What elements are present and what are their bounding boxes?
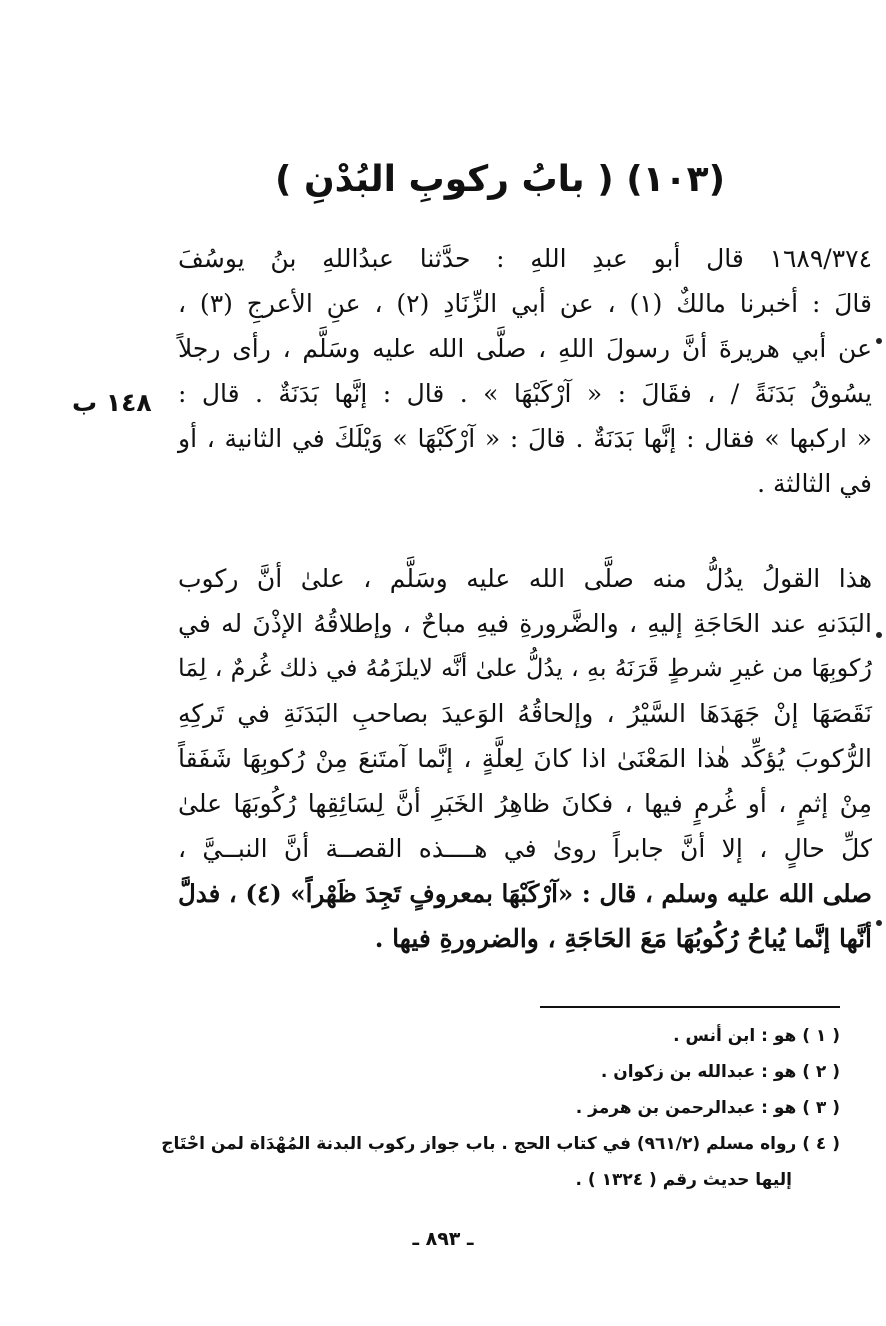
- commentary-line: مِنْ إثمٍ ، أو غُرمٍ فيها ، فكانَ ظاهِرُ الخَبَرِ أنَّ لِسَائِقِها رُكُوبَهَا علىٰ: [178, 789, 872, 818]
- chapter-title: (١٠٣) ( بابُ ركوبِ البُدْنِ ): [274, 159, 726, 200]
- footnotes: [160, 1018, 840, 1198]
- commentary-line: صلى الله عليه وسلم ، قال : «آرْكَبْهَا بمعروفٍ تَجِدَ ظَهْراً» (٤) ، فدلَّ: [178, 879, 872, 908]
- commentary-line: رُكوبِهَا من غيرِ شرطٍ قَرَنَهُ بهِ ، يدُلُّ علىٰ أنَّه لايلزَمُهُ في ذلك غُرمٌ ، لِمَا: [178, 654, 872, 682]
- margin-dot: [876, 338, 882, 344]
- footnote-continuation: إليها حديث رقم ( ١٣٢٤ ) .: [575, 1170, 792, 1190]
- footnote-divider: [540, 1006, 840, 1008]
- page-number: ـ ٨٩٣ ـ: [412, 1228, 474, 1250]
- commentary-line: نَقَصَهَا إنْ جَهَدَهَا السَّيْرُ ، وإلحاقُهُ الوَعيدَ بصاحبِ البَدَنَةِ في تَركِهِ: [178, 699, 872, 728]
- hadith-line: عن أبي هريرةَ أنَّ رسولَ اللهِ ، صلَّى الله عليه وسَلَّم ، رأى رجلاً: [178, 334, 872, 363]
- commentary-text: [178, 556, 872, 961]
- hadith-line: في الثالثة .: [757, 469, 872, 498]
- commentary-line: أنَّها إنَّما يُباحُ رُكُوبُهَا مَعَ الحَاجَةِ ، والضرورةِ فيها .: [374, 924, 872, 953]
- commentary-line: الرُّكوبَ يُؤكِّد هٰذا المَعْنَىٰ اذا كانَ لِعلَّةٍ ، إنَّما آمتَنعَ مِنْ رُكوبِهَا شَفَقاً: [178, 744, 872, 773]
- commentary-line: البَدَنهِ عند الحَاجَةِ إليهِ ، والضَّرورةِ فيهِ مباحٌ ، وإطلاقُهُ الإذْنَ له في: [178, 609, 872, 638]
- hadith-line: ١٦٨٩/٣٧٤ قال أبو عبدِ اللهِ : حدَّثنا عبدُاللهِ بنُ يوسُفَ: [178, 244, 872, 273]
- footnote: ( ١ ) هو : ابن أنس .: [673, 1026, 840, 1046]
- hadith-line: قالَ : أخبرنا مالكٌ (١) ، عن أبي الزِّنَادِ (٢) ، عنِ الأعرجِ (٣) ،: [178, 289, 872, 318]
- manuscript-folio-note: ١٤٨ ب: [72, 388, 152, 417]
- footnote: ( ٢ ) هو : عبدالله بن زكوان .: [600, 1062, 840, 1082]
- footnote: ( ٤ ) رواه مسلم (٩٦١/٢) في كتاب الحج . باب جواز ركوب البدنة المُهْدَاة لمن احْتَاج: [161, 1134, 840, 1154]
- margin-dot: [876, 920, 882, 926]
- commentary-line: كلِّ حالٍ ، إلا أنَّ جابراً روىٰ في هــــذه القصــة أنَّ النبــيَّ ،: [178, 834, 872, 863]
- hadith-line: يسُوقُ بَدَنَةً / ، فقَالَ : « آرْكَبْهَا » . قال : إنَّها بَدَنَةٌ . قال :: [178, 379, 872, 408]
- commentary-line: هذا القولُ يدُلُّ منه صلَّى الله عليه وسَلَّم ، علىٰ أنَّ ركوب: [178, 564, 872, 593]
- hadith-line: « اركبها » فقال : إنَّها بَدَنَةٌ . قالَ : « آرْكَبْهَا » وَيْلَكَ في الثانية ، أو: [178, 424, 872, 453]
- margin-dot: [876, 632, 882, 638]
- footnote: ( ٣ ) هو : عبدالرحمن بن هرمز .: [575, 1098, 840, 1118]
- hadith-text: [178, 236, 872, 506]
